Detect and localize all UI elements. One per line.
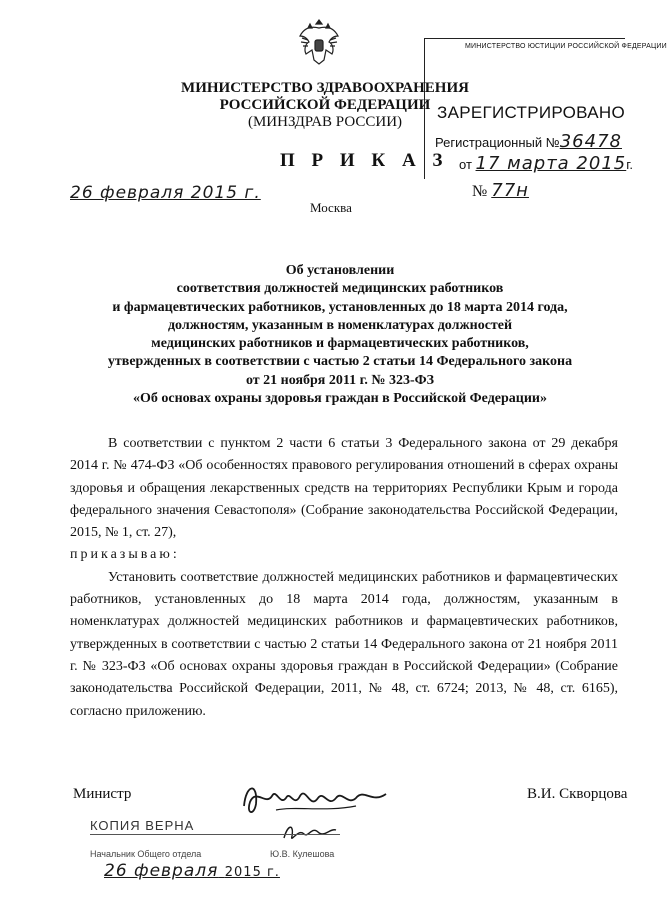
title-line: и фармацевтических работников, установленных до 18 марта 2014 года, — [112, 299, 568, 315]
signatory-position: Министр — [73, 786, 132, 802]
body-paragraph-decision: Установить соответствие должностей медицинских работников и фармацевтических работников, установленных до 18 марта 2014 года, должностям, указанным в номенклатурах должностей медицинских работников и фармацевтических работников, утвержденных в соответствии с частью 2 статьи 14 Федерального закона от 21 ноября 2011 г. № 323-ФЗ «Об основах охраны здоровья граждан в Российской Федерации» (Собрание законодательства Российской Федерации, 2011, № 48, ст. 6724; 2013, № 48, ст. 6165), согласно приложению. — [70, 569, 618, 719]
copy-certifier-signature — [280, 820, 340, 846]
title-line: Об установлении — [285, 263, 395, 278]
signatory-name: В.И. Скворцова — [527, 786, 628, 802]
copy-date-year: 2015 г. — [224, 865, 280, 880]
stamp-date-prefix: от — [459, 157, 472, 172]
stamp-reg-label: Регистрационный № — [435, 135, 560, 150]
stamp-registration-number — [435, 131, 622, 152]
stamp-header: МИНИСТЕРСТВО ЮСТИЦИИ РОССИЙСКОЙ ФЕДЕРАЦИИ — [465, 43, 667, 50]
order-date-handwritten: 26 февраля 2015 г. — [70, 183, 261, 203]
copy-date-day-month: 26 февраля — [104, 861, 219, 881]
copy-official-title: Начальник Общего отдела — [90, 849, 202, 859]
ministry-name-line2: РОССИЙСКОЙ ФЕДЕРАЦИИ — [219, 97, 431, 113]
title-line: соответствия должностей медицинских работников — [176, 281, 504, 297]
copy-certification-label: КОПИЯ ВЕРНА — [90, 818, 195, 833]
order-number-handwritten: 77н — [491, 180, 529, 201]
title-line: должностям, указанным в номенклатурах должностей — [167, 317, 513, 333]
document-body — [70, 433, 618, 723]
order-city: Москва — [310, 200, 352, 215]
stamp-registration-date — [459, 153, 633, 174]
order-heading: П Р И К А З — [280, 150, 449, 171]
coat-of-arms-emblem — [296, 14, 342, 68]
title-line: медицинских работников и фармацевтических работников, — [151, 336, 529, 352]
title-line: «Об основах охраны здоровья граждан в Российской Федерации» — [132, 391, 547, 407]
stamp-date-suffix: г. — [626, 157, 634, 172]
ministry-abbreviation: (МИНЗДРАВ РОССИИ) — [247, 114, 403, 130]
title-line: утвержденных в соответствии с частью 2 статьи 14 Федерального закона — [107, 354, 573, 370]
ministry-name-line1: МИНИСТЕРСТВО ЗДРАВООХРАНЕНИЯ — [181, 80, 469, 96]
handwritten-signature — [236, 776, 396, 826]
stamp-date-handwritten: 17 марта 2015 — [475, 153, 627, 174]
copy-official-name: Ю.В. Кулешова — [270, 849, 335, 859]
order-number — [472, 180, 529, 201]
document-title — [70, 262, 610, 408]
title-line: от 21 ноября 2011 г. № 323-ФЗ — [245, 372, 435, 388]
copy-stamp-divider — [90, 834, 340, 835]
stamp-registered-label: ЗАРЕГИСТРИРОВАНО — [437, 103, 625, 122]
body-command-line — [70, 544, 618, 566]
stamp-reg-number-handwritten: 36478 — [559, 131, 622, 152]
order-number-prefix: № — [472, 183, 488, 200]
registration-stamp — [424, 38, 667, 179]
body-paragraph-preamble: В соответствии с пунктом 2 части 6 статьи 3 Федерального закона от 29 декабря 2014 г. № 474-ФЗ «Об особенностях правового регулирования отношений в сферах охраны здоровья и обращения лекарственных средств на территориях Республики Крым и города федерального значения Севастополя» (Собрание законодательства Российской Федерации, 2015, № 1, ст. 27), — [70, 436, 618, 541]
copy-date-handwritten — [104, 861, 280, 881]
body-command: приказываю: — [70, 547, 180, 563]
